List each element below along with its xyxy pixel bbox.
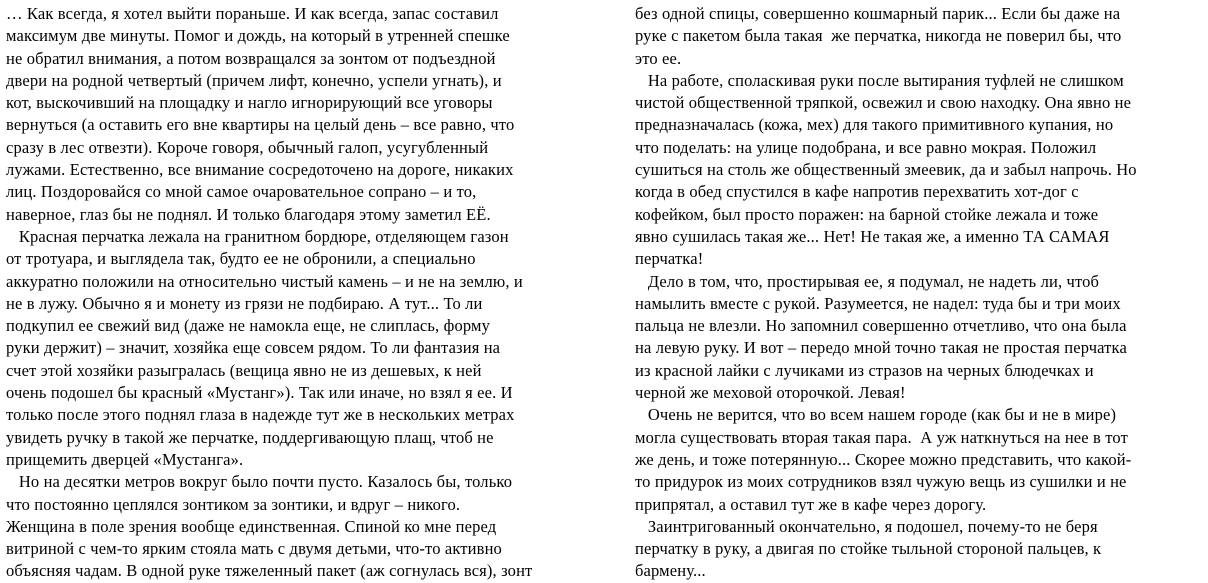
text-line: предназначалась (кожа, мех) для такого примитивного купания, но xyxy=(635,115,1114,135)
text-line: Красная перчатка лежала на гранитном бордюре, отделяющем газон xyxy=(6,226,509,246)
text-line: счет этой хозяйки разыгралась (вещица явно не из дешевых, к ней xyxy=(6,360,482,380)
text-line: … Как всегда, я хотел выйти пораньше. И как всегда, запас составил xyxy=(6,4,499,23)
text-line: объясняя чадам. В одной руке тяжеленный пакет (аж согнулась вся), зонт xyxy=(6,561,533,581)
text-line: увидеть ручку в такой же перчатке, поддергивающую плащ, чтоб не xyxy=(6,427,494,447)
text-line: подкупил ее свежий вид (даже не намокла еще, не слиплась, форму xyxy=(6,316,490,336)
text-line: же день, и тоже потерянную... Скорее можно представить, что какой- xyxy=(635,449,1132,469)
text-line: руки держит) – значит, хозяйка еще совсем рядом. То ли фантазия на xyxy=(6,338,501,358)
text-line: намылить вместе с рукой. Разумеется, не надел: туда бы и три моих xyxy=(635,293,1121,313)
text-line: кот, выскочивший на площадку и нагло игнорирующий все уговоры xyxy=(6,93,493,113)
text-line: явно сушилась такая же... Нет! Не такая же, а именно ТА САМАЯ xyxy=(635,226,1110,246)
left-text-column xyxy=(6,3,611,583)
text-line: то придурок из моих сотрудников взял чужую вещь из сушилки и не xyxy=(635,472,1127,492)
text-line: Заинтригованный окончательно, я подошел, почему-то не беря xyxy=(635,516,1098,536)
text-line: кофейком, был просто поражен: на барной стойке лежала и тоже xyxy=(635,204,1099,224)
text-line: без одной спицы, совершенно кошмарный парик... Если бы даже на xyxy=(635,4,1121,23)
text-line: Очень не верится, что во всем нашем городе (как бы и не в мире) xyxy=(635,405,1117,425)
text-line: двери на родной четвертый (причем лифт, конечно, успели угнать), и xyxy=(6,70,502,90)
text-line: наверное, глаз бы не поднял. И только благодаря этому заметил ЕЁ. xyxy=(6,204,491,224)
text-line: перчатку в руку, а двигая по стойке тыльной стороной пальцев, к xyxy=(635,539,1102,559)
text-line: только после этого поднял глаза в надежде тут же в нескольких метрах xyxy=(6,405,515,425)
text-line: руке с пакетом была такая же перчатка, никогда не поверил бы, что xyxy=(635,26,1122,46)
text-line: вернуться (а оставить его вне квартиры на целый день – все равно, что xyxy=(6,115,515,135)
text-line: лужами. Естественно, все внимание сосредоточено на дороге, никаких xyxy=(6,160,514,180)
text-line: витриной с чем-то ярким стояла мать с двумя детьми, что-то активно xyxy=(6,539,502,559)
text-line: что поделать: на улице подобрана, и все равно мокрая. Положил xyxy=(635,137,1097,157)
text-line: из красной лайки с лучиками из стразов на черных блюдечках и xyxy=(635,360,1094,380)
text-line: прищемить дверцей «Мустанга». xyxy=(6,449,244,469)
text-line: черной же меховой оторочкой. Левая! xyxy=(635,383,906,403)
text-line: аккуратно положили на относительно чистый камень – и не на землю, и xyxy=(6,271,523,291)
text-line: от тротуара, и выглядела так, будто ее не обронили, а специально xyxy=(6,249,476,269)
right-text-column xyxy=(635,3,1205,583)
text-line: сушиться на столь же общественный змеевик, да и забыл напрочь. Но xyxy=(635,160,1137,180)
text-line: припрятал, а оставил тут же в кафе через дорогу. xyxy=(635,494,987,514)
text-line: не в лужу. Обычно я и монету из грязи не подбираю. А тут... То ли xyxy=(6,293,483,313)
text-line: не обратил внимания, а потом возвращался за зонтом от подъездной xyxy=(6,48,496,68)
text-line: перчатка! xyxy=(635,249,704,269)
text-line: сразу в лес отвезти). Короче говоря, обычный галоп, усугубленный xyxy=(6,137,489,157)
text-line: бармену... xyxy=(635,561,706,581)
text-line: что постоянно цеплялся зонтиком за зонтики, и вдруг – никого. xyxy=(6,494,461,514)
text-line: Женщина в поле зрения вообще единственная. Спиной ко мне перед xyxy=(6,516,497,536)
text-line: пальца не влезли. Но запомнил совершенно отчетливо, что она была xyxy=(635,316,1127,336)
text-line: когда в обед спустился в кафе напротив перехватить хот-дог с xyxy=(635,182,1079,202)
text-line: очень подошел бы красный «Мустанг»). Так или иначе, но взял я ее. И xyxy=(6,383,513,403)
text-line: чистой общественной тряпкой, освежил и свою находку. Она явно не xyxy=(635,93,1132,113)
text-line: Дело в том, что, простирывая ее, я подумал, не надеть ли, чтоб xyxy=(635,271,1100,291)
text-line: максимум две минуты. Помог и дождь, на который в утренней спешке xyxy=(6,26,510,46)
text-line: это ее. xyxy=(635,48,682,68)
text-line: могла существовать вторая такая пара. А уж наткнуться на нее в тот xyxy=(635,427,1128,447)
text-line: На работе, споласкивая руки после вытирания туфлей не слишком xyxy=(635,70,1124,90)
text-line: лиц. Поздоровайся со мной самое очаровательное сопрано – и то, xyxy=(6,182,477,202)
text-line: Но на десятки метров вокруг было почти пусто. Казалось бы, только xyxy=(6,472,513,492)
text-line: на левую руку. И вот – передо мной точно такая не простая перчатка xyxy=(635,338,1127,358)
